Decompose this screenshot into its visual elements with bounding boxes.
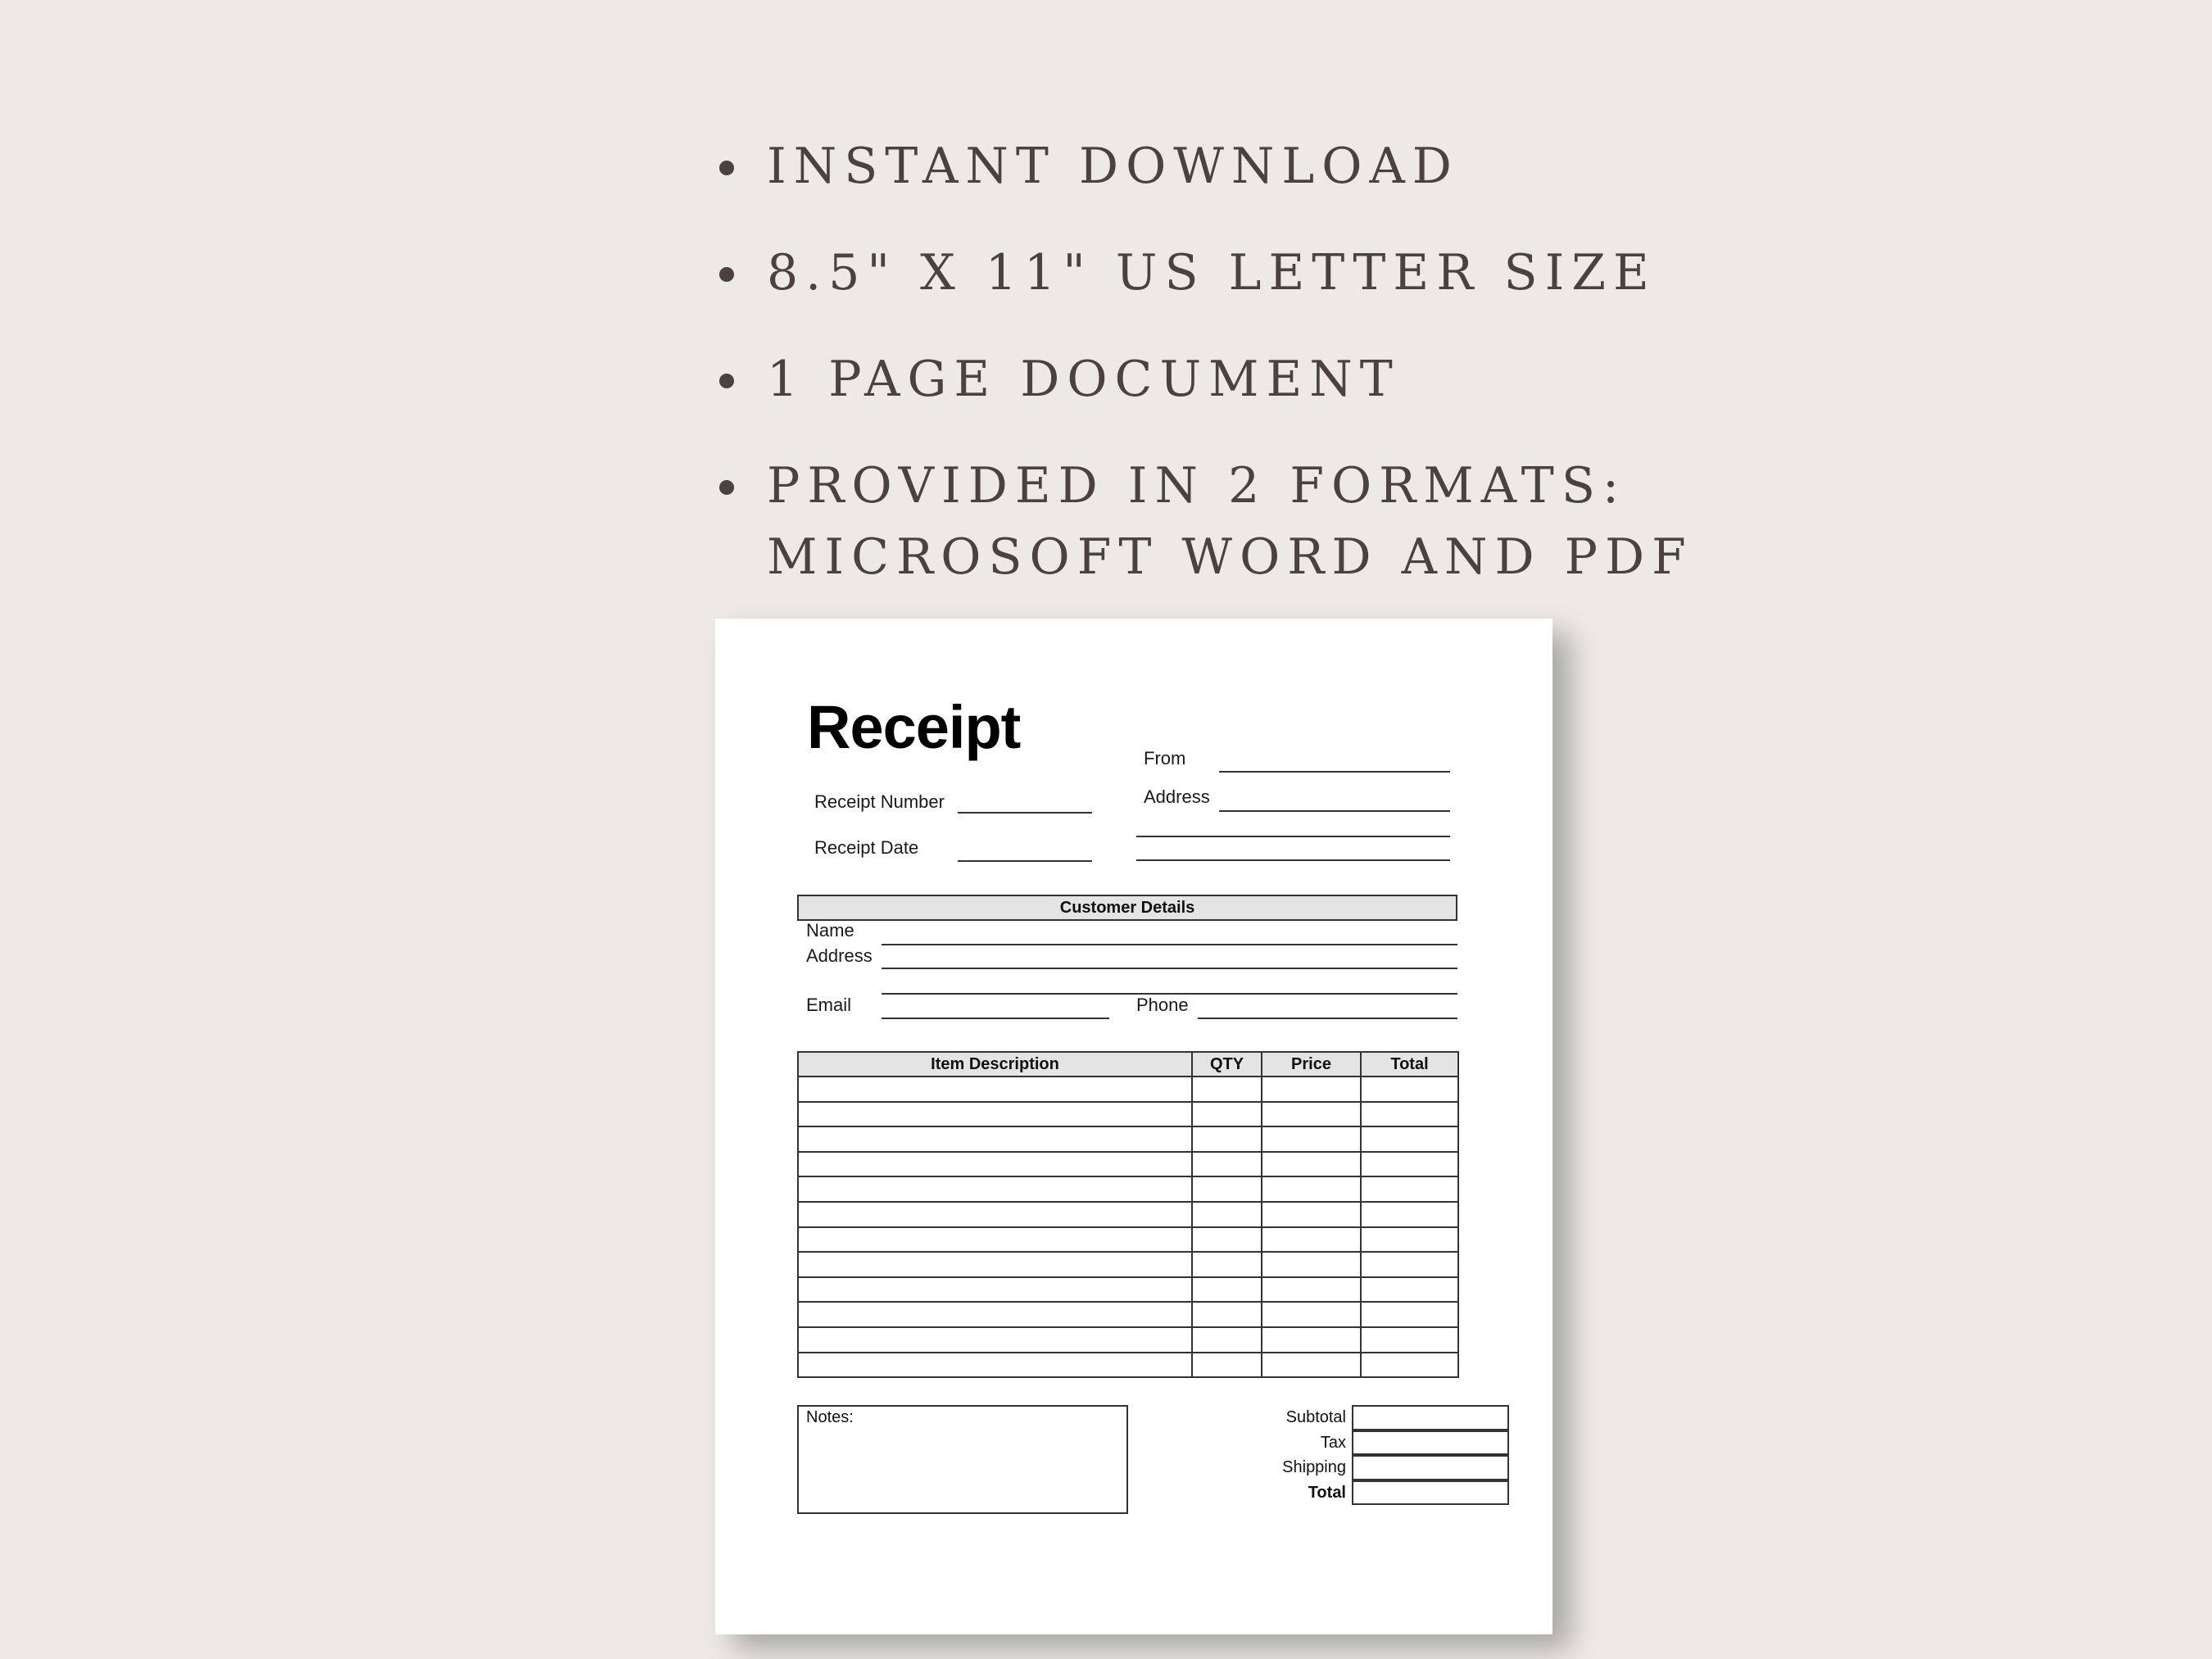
table-row	[798, 1077, 1458, 1102]
from-line	[1219, 771, 1450, 773]
table-cell[interactable]	[798, 1227, 1192, 1253]
customer-name-label: Name	[806, 920, 854, 941]
table-cell[interactable]	[1192, 1176, 1262, 1202]
sender-address-line-1	[1219, 810, 1450, 812]
shipping-box	[1352, 1455, 1509, 1480]
table-cell[interactable]	[1361, 1077, 1458, 1102]
table-cell[interactable]	[1192, 1152, 1262, 1177]
table-row	[798, 1277, 1458, 1303]
from-label: From	[1144, 748, 1186, 768]
table-header-row	[798, 1052, 1458, 1077]
customer-email-label: Email	[806, 995, 852, 1015]
items-table	[797, 1051, 1459, 1378]
shipping-label: Shipping	[1282, 1458, 1346, 1476]
table-cell[interactable]	[1262, 1102, 1361, 1127]
sender-address-label: Address	[1144, 786, 1210, 807]
table-cell[interactable]	[1361, 1102, 1458, 1127]
col-header-total: Total	[1361, 1052, 1458, 1077]
table-row	[798, 1202, 1458, 1227]
table-row	[798, 1227, 1458, 1253]
table-cell[interactable]	[798, 1353, 1192, 1378]
table-row	[798, 1327, 1458, 1353]
table-cell[interactable]	[1262, 1252, 1361, 1277]
table-cell[interactable]	[1361, 1277, 1458, 1303]
table-cell[interactable]	[1361, 1152, 1458, 1177]
table-cell[interactable]	[798, 1126, 1192, 1152]
table-cell[interactable]	[1192, 1102, 1262, 1127]
table-cell[interactable]	[1192, 1353, 1262, 1378]
customer-email-line	[882, 1018, 1109, 1019]
col-header-qty: QTY	[1192, 1052, 1262, 1077]
table-cell[interactable]	[1262, 1152, 1361, 1177]
table-row	[798, 1152, 1458, 1177]
customer-address-label: Address	[806, 945, 873, 966]
table-cell[interactable]	[1361, 1353, 1458, 1378]
table-row	[798, 1102, 1458, 1127]
table-cell[interactable]	[798, 1302, 1192, 1327]
table-cell[interactable]	[1361, 1126, 1458, 1152]
feature-item: 8.5" X 11" US LETTER SIZE	[719, 238, 2030, 309]
table-row	[798, 1252, 1458, 1277]
table-cell[interactable]	[1262, 1126, 1361, 1152]
bullet-icon	[719, 374, 734, 388]
bullet-icon	[719, 480, 734, 495]
receipt-page	[715, 619, 1552, 1634]
table-cell[interactable]	[1192, 1227, 1262, 1253]
receipt-date-line	[958, 860, 1092, 862]
table-cell[interactable]	[1192, 1252, 1262, 1277]
table-cell[interactable]	[1192, 1302, 1262, 1327]
receipt-number-label: Receipt Number	[814, 791, 945, 812]
feature-item: PROVIDED IN 2 FORMATS: MICROSOFT WORD AND PDF	[719, 451, 2030, 593]
table-cell[interactable]	[1262, 1327, 1361, 1353]
table-row	[798, 1353, 1458, 1378]
table-cell[interactable]	[1361, 1176, 1458, 1202]
table-cell[interactable]	[798, 1102, 1192, 1127]
sender-address-line-3	[1136, 859, 1450, 861]
table-cell[interactable]	[798, 1202, 1192, 1227]
table-row	[798, 1302, 1458, 1327]
customer-details-header: Customer Details	[797, 895, 1457, 921]
items-table-body	[798, 1077, 1458, 1377]
bullet-icon	[719, 267, 734, 282]
table-cell[interactable]	[1192, 1202, 1262, 1227]
table-cell[interactable]	[798, 1277, 1192, 1303]
table-cell[interactable]	[798, 1252, 1192, 1277]
table-cell[interactable]	[1262, 1227, 1361, 1253]
notes-label: Notes:	[806, 1408, 854, 1426]
table-row	[798, 1126, 1458, 1152]
table-cell[interactable]	[1361, 1252, 1458, 1277]
table-cell[interactable]	[1192, 1327, 1262, 1353]
table-cell[interactable]	[798, 1327, 1192, 1353]
feature-item: INSTANT DOWNLOAD	[719, 131, 2030, 202]
table-cell[interactable]	[1361, 1202, 1458, 1227]
table-cell[interactable]	[1262, 1077, 1361, 1102]
col-header-price: Price	[1262, 1052, 1361, 1077]
notes-box	[797, 1405, 1128, 1514]
total-label: Total	[1308, 1483, 1346, 1502]
sender-address-line-2	[1136, 836, 1450, 837]
table-cell[interactable]	[798, 1176, 1192, 1202]
receipt-number-line	[958, 812, 1092, 814]
customer-name-line	[882, 944, 1457, 945]
customer-address-line-1	[882, 968, 1457, 969]
table-cell[interactable]	[1361, 1327, 1458, 1353]
table-cell[interactable]	[1262, 1176, 1361, 1202]
table-cell[interactable]	[1262, 1353, 1361, 1378]
table-row	[798, 1176, 1458, 1202]
table-cell[interactable]	[1262, 1302, 1361, 1327]
feature-list	[719, 131, 2030, 593]
table-cell[interactable]	[1192, 1277, 1262, 1303]
table-cell[interactable]	[1361, 1227, 1458, 1253]
table-cell[interactable]	[1361, 1302, 1458, 1327]
table-cell[interactable]	[1192, 1126, 1262, 1152]
customer-phone-label: Phone	[1136, 995, 1189, 1015]
table-cell[interactable]	[798, 1077, 1192, 1102]
bullet-icon	[719, 161, 734, 175]
receipt-title: Receipt	[807, 693, 1021, 761]
total-box	[1352, 1480, 1509, 1506]
table-cell[interactable]	[798, 1152, 1192, 1177]
table-cell[interactable]	[1262, 1202, 1361, 1227]
tax-label: Tax	[1320, 1433, 1346, 1452]
col-header-item-description: Item Description	[798, 1052, 1192, 1077]
table-cell[interactable]	[1192, 1077, 1262, 1102]
customer-phone-line	[1198, 1018, 1457, 1019]
feature-item: 1 PAGE DOCUMENT	[719, 344, 2030, 415]
subtotal-box	[1352, 1405, 1509, 1430]
subtotal-label: Subtotal	[1285, 1408, 1346, 1426]
tax-box	[1352, 1430, 1509, 1456]
table-cell[interactable]	[1262, 1277, 1361, 1303]
receipt-date-label: Receipt Date	[814, 837, 919, 858]
